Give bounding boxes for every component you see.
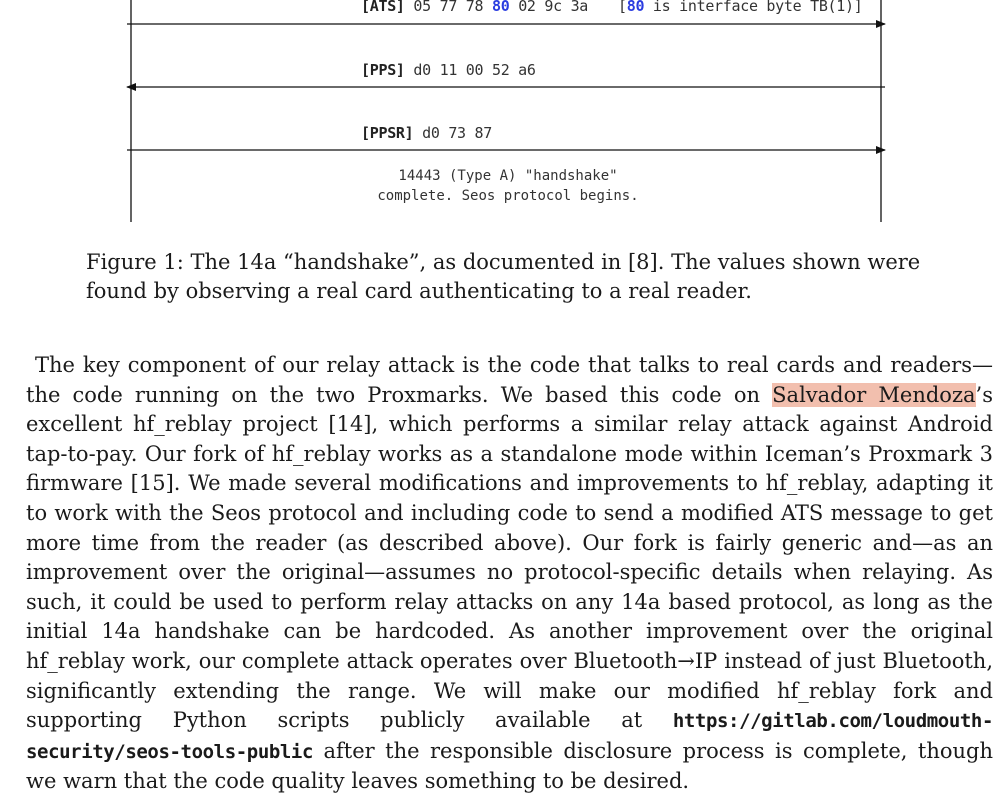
pps-bytes: d0 11 00 52 a6 bbox=[413, 61, 536, 79]
ats-bytes-b: 02 9c 3a bbox=[518, 0, 589, 15]
ats-note-highlight: 80 bbox=[626, 0, 645, 15]
repository-url[interactable]: https://gitlab.com/loudmouth-security/seos-tools-public bbox=[26, 710, 993, 763]
ats-note-open: [ bbox=[618, 0, 627, 15]
sequence-diagram bbox=[0, 0, 1007, 230]
body-text-part-1: The key component of our relay attack is the code that talks to real cards and readers—the code running on the two Proxmarks. We based this code on bbox=[26, 353, 993, 407]
body-text-part-2: ’s excellent hf_reblay project [14], which performs a similar relay attack against Android tap-to-pay. Our fork of hf_reblay works as a standalone mode within Iceman’s Proxmark 3 firmware [15]. We made several modifications and improvements to hf_reblay, adapting it to work with the Seos protocol and including code to send a modified ATS message to get more time from the reader (as described above). Our fork is fairly generic and—as an improvement over the original—assumes no protocol-specific details when relaying. As such, it could be used to perform relay attacks on any 14a based protocol, as long as the initial 14a handshake can be hardcoded. As another improvement over the original hf_reblay work, our complete attack operates over Bluetooth→IP instead of just Bluetooth, significantly extending the range. We will make our modified hf_reblay fork and supporting Python scripts publicly available at bbox=[26, 382, 993, 733]
ppsr-bytes: d0 73 87 bbox=[422, 124, 492, 142]
ats-note-rest: is interface byte TB(1)] bbox=[644, 0, 863, 15]
ppsr-message bbox=[361, 124, 492, 142]
ats-note bbox=[618, 0, 862, 15]
ats-label: [ATS] bbox=[361, 0, 405, 15]
ats-bytes-highlight: 80 bbox=[491, 0, 510, 15]
ats-bytes-a: 05 77 78 bbox=[413, 0, 484, 15]
pps-label: [PPS] bbox=[361, 61, 405, 79]
figure-caption: Figure 1: The 14a “handshake”, as documented in [8]. The values shown were found by observing a real card authenticating to a real reader. bbox=[86, 250, 921, 303]
ppsr-label: [PPSR] bbox=[361, 124, 414, 142]
body-paragraph bbox=[26, 351, 993, 797]
ats-message bbox=[361, 0, 588, 15]
body-text-part-3: after the responsible disclosure process is complete, though we warn that the code quality leaves something to be desired. bbox=[26, 738, 993, 794]
highlighted-name[interactable]: Salvador Mendoza bbox=[772, 382, 976, 407]
handshake-note: 14443 (Type A) "handshake" complete. Seos protocol begins. bbox=[377, 168, 639, 204]
pps-message bbox=[361, 61, 536, 79]
